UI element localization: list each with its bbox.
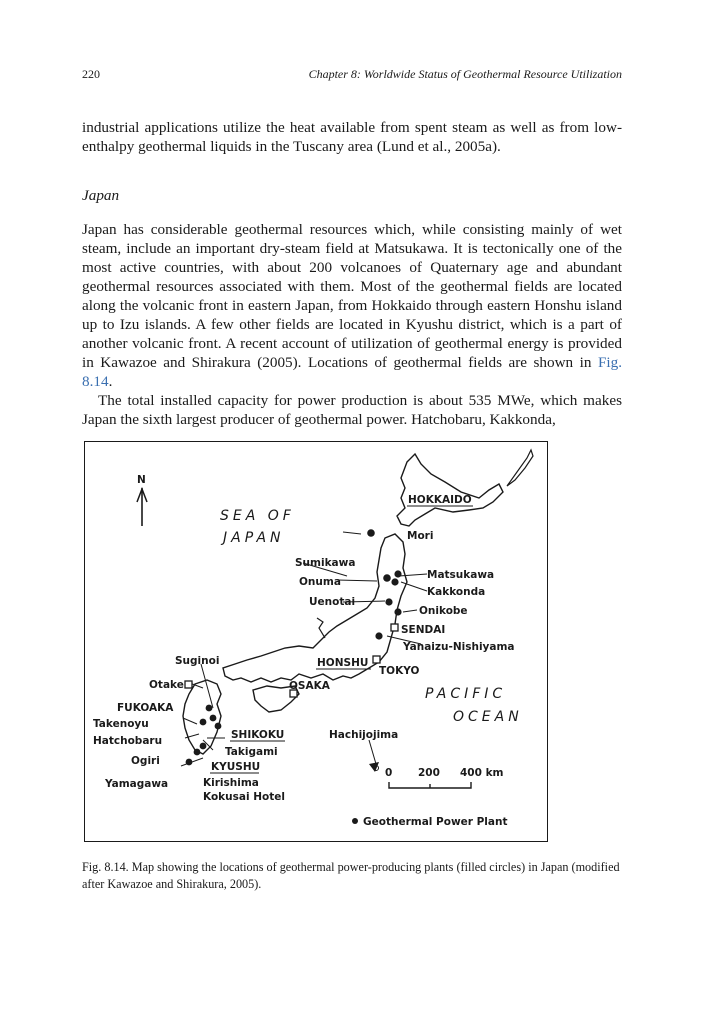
page-number: 220	[82, 67, 100, 81]
kuril-outline	[507, 450, 533, 486]
plant-yamagawa	[186, 759, 193, 766]
label-fukuoka: FUKOAKA	[117, 702, 174, 714]
label-honshu: HONSHU	[317, 657, 369, 669]
figure-caption: Fig. 8.14. Map showing the locations of geothermal power-producing plants (filled circles) in Japan (modified after Kawazoe and Shirakura, 2005).	[82, 860, 620, 891]
hokkaido-outline	[397, 454, 503, 526]
paragraph-capacity: The total installed capacity for power production is about 535 MWe, which makes Japan the sixth largest producer of geothermal power. Hatchobaru, Kakkonda,	[82, 392, 622, 428]
running-header	[82, 67, 622, 83]
label-takigami: Takigami	[225, 746, 278, 758]
figure-map	[84, 441, 548, 842]
body-text	[82, 220, 622, 429]
label-tokyo: TOKYO	[379, 665, 420, 677]
plant-sumikawa	[383, 574, 391, 582]
label-osaka: OSAKA	[289, 680, 330, 692]
plant-ogiri	[194, 749, 201, 756]
japan-map	[85, 442, 549, 843]
label-sumikawa: Sumikawa	[295, 557, 356, 569]
city-sendai	[391, 624, 398, 631]
sea-of-japan-label-2: JAPAN	[223, 530, 285, 546]
sea-of-japan-label-1: SEA OF	[220, 508, 295, 524]
label-ogiri: Ogiri	[131, 755, 160, 767]
plant-mori	[367, 529, 375, 537]
label-shikoku: SHIKOKU	[231, 729, 285, 741]
chapter-title: Chapter 8: Worldwide Status of Geothermal Resource Utilization	[308, 67, 622, 81]
label-uenotai: Uenotai	[309, 596, 356, 608]
north-label: N	[137, 474, 146, 486]
label-otake: Otake	[149, 679, 184, 691]
label-kirishima: Kirishima	[203, 777, 259, 789]
section-heading: Japan	[82, 187, 120, 204]
legend-label: Geothermal Power Plant	[363, 816, 508, 828]
plant-takigami	[215, 723, 222, 730]
plant-uenotai	[385, 598, 392, 605]
plant-kirishima	[200, 743, 207, 750]
plant-yanaizu	[375, 632, 382, 639]
svg-text:200: 200	[418, 767, 440, 779]
pacific-label-2: OCEAN	[453, 709, 523, 725]
plant-matsukawa	[394, 570, 401, 577]
city-fukuoka	[185, 681, 192, 688]
plant-hatchobaru	[200, 719, 207, 726]
label-hachijojima: Hachijojima	[329, 729, 399, 741]
plant-suginoi	[210, 715, 217, 722]
svg-text:0: 0	[385, 767, 393, 779]
plant-otake	[206, 705, 213, 712]
label-onuma: Onuma	[299, 576, 341, 588]
label-kokusai-hotel: Kokusai Hotel	[203, 791, 285, 803]
label-mori: Mori	[407, 530, 434, 542]
pacific-label-1: PACIFIC	[425, 686, 507, 702]
paragraph-continuation: industrial applications utilize the heat available from spent steam as well as from low-enthalpy geothermal liquids in the Tuscany area (Lund et al., 2005a).	[82, 119, 622, 155]
label-yanaizu: Yanaizu-Nishiyama	[403, 641, 515, 653]
label-matsukawa: Matsukawa	[427, 569, 495, 581]
scale-bar	[385, 767, 504, 788]
label-suginoi: Suginoi	[175, 655, 220, 667]
label-kakkonda: Kakkonda	[427, 586, 486, 598]
figure-reference-link[interactable]: Fig. 8.14	[82, 354, 622, 390]
label-onikobe: Onikobe	[419, 605, 468, 617]
label-hatchobaru: Hatchobaru	[93, 735, 163, 747]
label-takenoyu: Takenoyu	[93, 718, 149, 730]
svg-text:400 km: 400 km	[460, 767, 504, 779]
plant-onikobe	[394, 608, 401, 615]
plant-onuma	[391, 578, 398, 585]
label-hokkaido: HOKKAIDO	[408, 494, 472, 506]
city-tokyo	[373, 656, 380, 663]
paragraph-japan: Japan has considerable geothermal resources which, while consisting mainly of wet steam, include an important dry-steam field at Matsukawa. It is tectonically one of the most active countries, with about 200 volcanoes of Quaternary age and abundant geothermal resources associated with them. Most of the geothermal fields are located along the volcanic front in eastern Japan, from Hokkaido through eastern Honshu island up to Izu islands. A few other fields are located in Kyushu district, which is a part of another volcanic front. A recent account of utilization of geothermal energy is provided in Kawazoe and Shirakura (2005). Locations of geothermal fields are shown in Fig. 8.14.	[82, 221, 622, 390]
legend-plant-icon	[352, 818, 358, 824]
label-sendai: SENDAI	[401, 624, 446, 636]
label-yamagawa: Yamagawa	[105, 778, 169, 790]
label-kyushu: KYUSHU	[211, 761, 261, 773]
